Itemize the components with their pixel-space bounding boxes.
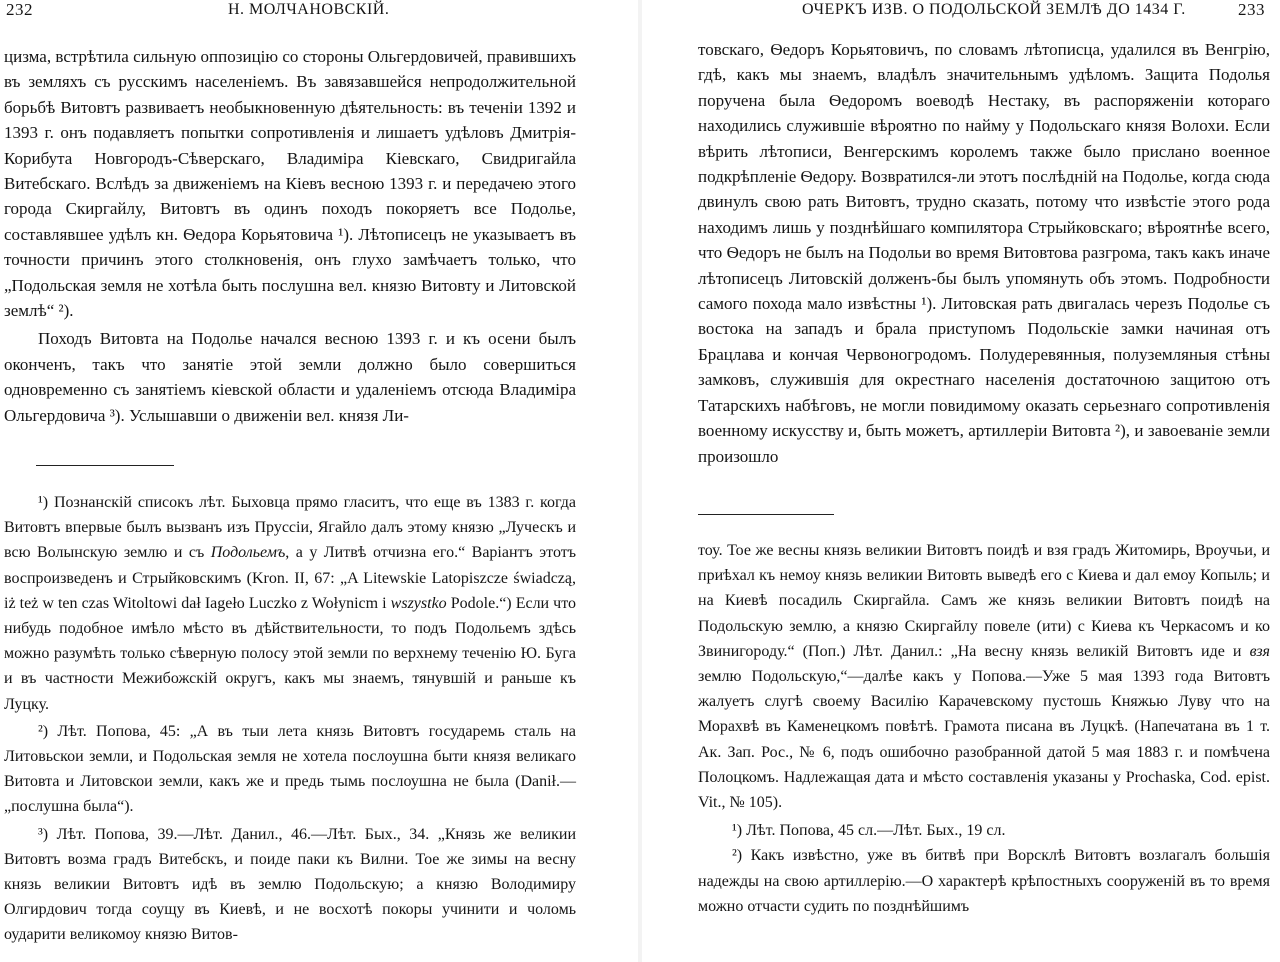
footnote-marker: ¹) [38, 494, 49, 511]
right-running-head: ОЧЕРКЪ ИЗВ. О ПОДОЛЬСКОЙ ЗЕМЛѢ ДО 1434 Г. [802, 1, 1186, 18]
footnote-marker: ¹) [732, 822, 743, 840]
left-footnote-1 [4, 490, 576, 717]
left-paragraph-2: Походъ Витовта на Подолье начался весною 1393 г. и къ осени былъ оконченъ, такъ что занятіе этой земли должно было совершиться одновременно съ занятіемъ кіевской области и удаленіемъ отсюда Владиміра Ольгердовича ³). Услышавши о движеніи вел. князя Ли- [4, 329, 576, 425]
left-footnote-3 [4, 822, 576, 948]
footnote-text: Познанскій списокъ лѣт. Быховца прямо гласитъ, что еще въ 1383 г. когда Витовтъ впервые былъ вызванъ изъ Пруссіи, Ягайло далъ этому князю „Луческъ и всю Волынскую землю и съ [4, 494, 577, 562]
right-footnote-2 [698, 843, 1270, 919]
left-running-header [0, 0, 640, 24]
footnote-italic-text: взя [1249, 642, 1270, 660]
left-paragraph-1: цизма, встрѣтила сильную оппозицію со стороны Ольгердовичей, правившихъ въ земляхъ съ русскимъ населеніемъ. Въ завязавшейся непродолжительной борьбѣ Витовтъ развиваетъ необыкновенную дѣятельность: въ теченіи 1392 и 1393 г. онъ подавляетъ попытки сопротивленія и лишаетъ удѣловъ Дмитрія-Корибута Новгородъ-Сѣверскаго, Владиміра Кіевскаго, Свидригайла Витебскаго. Вслѣдъ за движеніемъ на Кіевъ весною 1393 г. и передачею этого города Скиргайлу, Витовтъ въ одинъ походъ покоряетъ все Подолье, составлявшее удѣлъ кн. Ѳедора Корьятовича ¹). Лѣтописецъ не указываетъ въ точности причинъ этого столкновенія, онъ глухо замѣчаетъ только, что „Подольская земля не хотѣла быть послушна вел. князю Витовту и Литовской землѣ“ ²). [4, 47, 576, 321]
footnote-italic-text: wszystko [390, 594, 447, 612]
right-footnotes [698, 538, 1270, 919]
left-footnotes [4, 490, 576, 948]
footnote-marker: ²) [38, 722, 49, 740]
right-page [640, 0, 1280, 962]
footnote-marker: ³) [38, 825, 49, 843]
footnote-text: землю Подольскую,“—далѣе какъ у Попова.—Уже 5 мая 1393 года Витовтъ жалуетъ слугѣ своему Василію Карачевскому пустошь Княжью Луву что на Морахвѣ въ Каменецкомъ повѣтѣ. Грамота писана въ Луцкѣ. (Напечатана въ 1 т. Ак. Зап. Рос., № 6, подъ ошибочно разобранной датой 5 мая 1883 г. и помѣчена Полоцкомъ. Надлежащая дата и мѣсто составленія указаны у Prochaska, Cod. epist. Vit., № 105). [698, 668, 1270, 812]
right-page-number: 233 [1238, 0, 1265, 19]
right-running-header [640, 0, 1280, 24]
left-running-head: Н. МОЛЧАНОВСКІЙ. [228, 1, 390, 18]
right-footnote-continuation [698, 538, 1270, 815]
footnote-text: Podole.“) Если что нибудь подобное имѣло мѣсто въ дѣйствительности, то подъ Подольемъ здѣсь можно разумѣть только сѣверную полосу этой земли по верхнему теченію Ю. Буга и въ частности Межибожскій округъ, какъ мы знаемъ, тянувшій и раньше къ Луцку. [4, 594, 577, 713]
footnote-marker: ²) [732, 847, 743, 865]
left-footnote-2 [4, 719, 576, 820]
footnote-italic-text: Подольемъ [210, 544, 286, 562]
footnote-text: , а у Литвѣ отчизна его.“ Варіантъ этотъ воспроизведенъ и Стрыйковскимъ (Kron. II, 67: „A Litewskie Latopiszcze świadczą, iż też w ten czas Witoltowi dał Iageło Luczko z Wołynicm i [4, 544, 577, 612]
right-main-text [698, 37, 1270, 469]
footnote-text: Лѣт. Попова, 45: „А въ тыи лета князь Витовтъ государемь сталь на Литовьскои земли, и Подольская земля не хотела послоушна быти князя великаго Витовта и Литовскои земли, какъ же и предь тымь послоушна не была (Danił.—„послушна была“). [4, 722, 576, 816]
left-footnote-separator [36, 465, 174, 466]
left-main-text [4, 44, 576, 428]
right-footnote-1 [698, 818, 1270, 843]
left-page-number: 232 [6, 0, 33, 19]
footnote-text: Лѣт. Попова, 45 сл.—Лѣт. Быx., 19 сл. [746, 822, 1006, 840]
right-paragraph-1: товскаго, Ѳедоръ Корьятовичъ, по словамъ лѣтописца, удалился въ Венгрію, гдѣ, какъ мы знаемъ, владѣлъ значительнымъ удѣломъ. Защита Подолья поручена была Ѳедоромъ воеводѣ Нестаку, въ распоряженіи котораго находились служившіе вѣроятно по найму у Подольскаго князя Волохи. Если вѣрить лѣтописи, Венгерскимъ королемъ также было прислано военное подкрѣпленіе Ѳедору. Возвратился-ли этотъ послѣдній на Подолье, когда сюда двинулъ свою рать Витовтъ, трудно сказать, потому что извѣстіе этого рода находимъ лишь у позднѣйшаго компилятора Стрыйковскаго; вѣроятнѣе всего, что Ѳедоръ не былъ на Подольи во время Витовтова разгрома, такъ какъ иначе лѣтописецъ Литовскій долженъ-бы былъ упомянуть объ этомъ. Подробности самого похода мало извѣстны ¹). Литовская рать двигалась черезъ Подолье съ востока на западъ и брала приступомъ Подольскіе замки начиная отъ Брацлава и кончая Червоногродомъ. Полудеревянныя, полуземляныя стѣны замковъ, служившія для окрестнаго населенія достаточною защитою отъ Татарскихъ набѣговъ, не могли повидимому оказать серьезнаго сопротивленія военному искусству и, быть можетъ, артиллеріи Витовта ²), и завоеваніе земли произошло [698, 40, 1270, 466]
right-footnote-separator [698, 514, 834, 515]
footnote-text: Какъ извѣстно, уже въ битвѣ при Ворсклѣ Витовтъ возлагалъ большія надежды на свою артиллерію.—О характерѣ крѣпостныхъ сооруженій въ то время можно отчасти судить по позднѣйшимъ [698, 847, 1271, 915]
footnote-text: Лѣт. Попова, 39.—Лѣт. Данил., 46.—Лѣт. Бых., 34. „Князь же великии Витовтъ возма градъ Витебскъ, и поиде паки къ Вилни. Тое же зимы на весну князь великии Витовтъ идѣ въ землю Подольскую; а князю Володимиру Олгирдович тогда соущу въ Киевѣ, и не восхотѣ покоры учинити и чоломь оударити великомоу князю Витов- [4, 825, 576, 944]
footnote-text: тоу. Тое же весны князь великии Витовтъ поидѣ и взя градъ Житомирь, Вроучьи, и приѣхал къ немоу князь великии Витовть выведѣ его с Киева и дал емоу Копыль; и на Киевѣ посадиль Скиргайла. Самъ же князь великии Витовтъ поидѣ на Подольскую землю, а князю Скиргайлу повеле (ити) с Киева къ Черкасомъ и ко Звинигороду.“ (Поп.) Лѣт. Данил.: „На весну князь великій Витовтъ иде и [698, 542, 1270, 660]
